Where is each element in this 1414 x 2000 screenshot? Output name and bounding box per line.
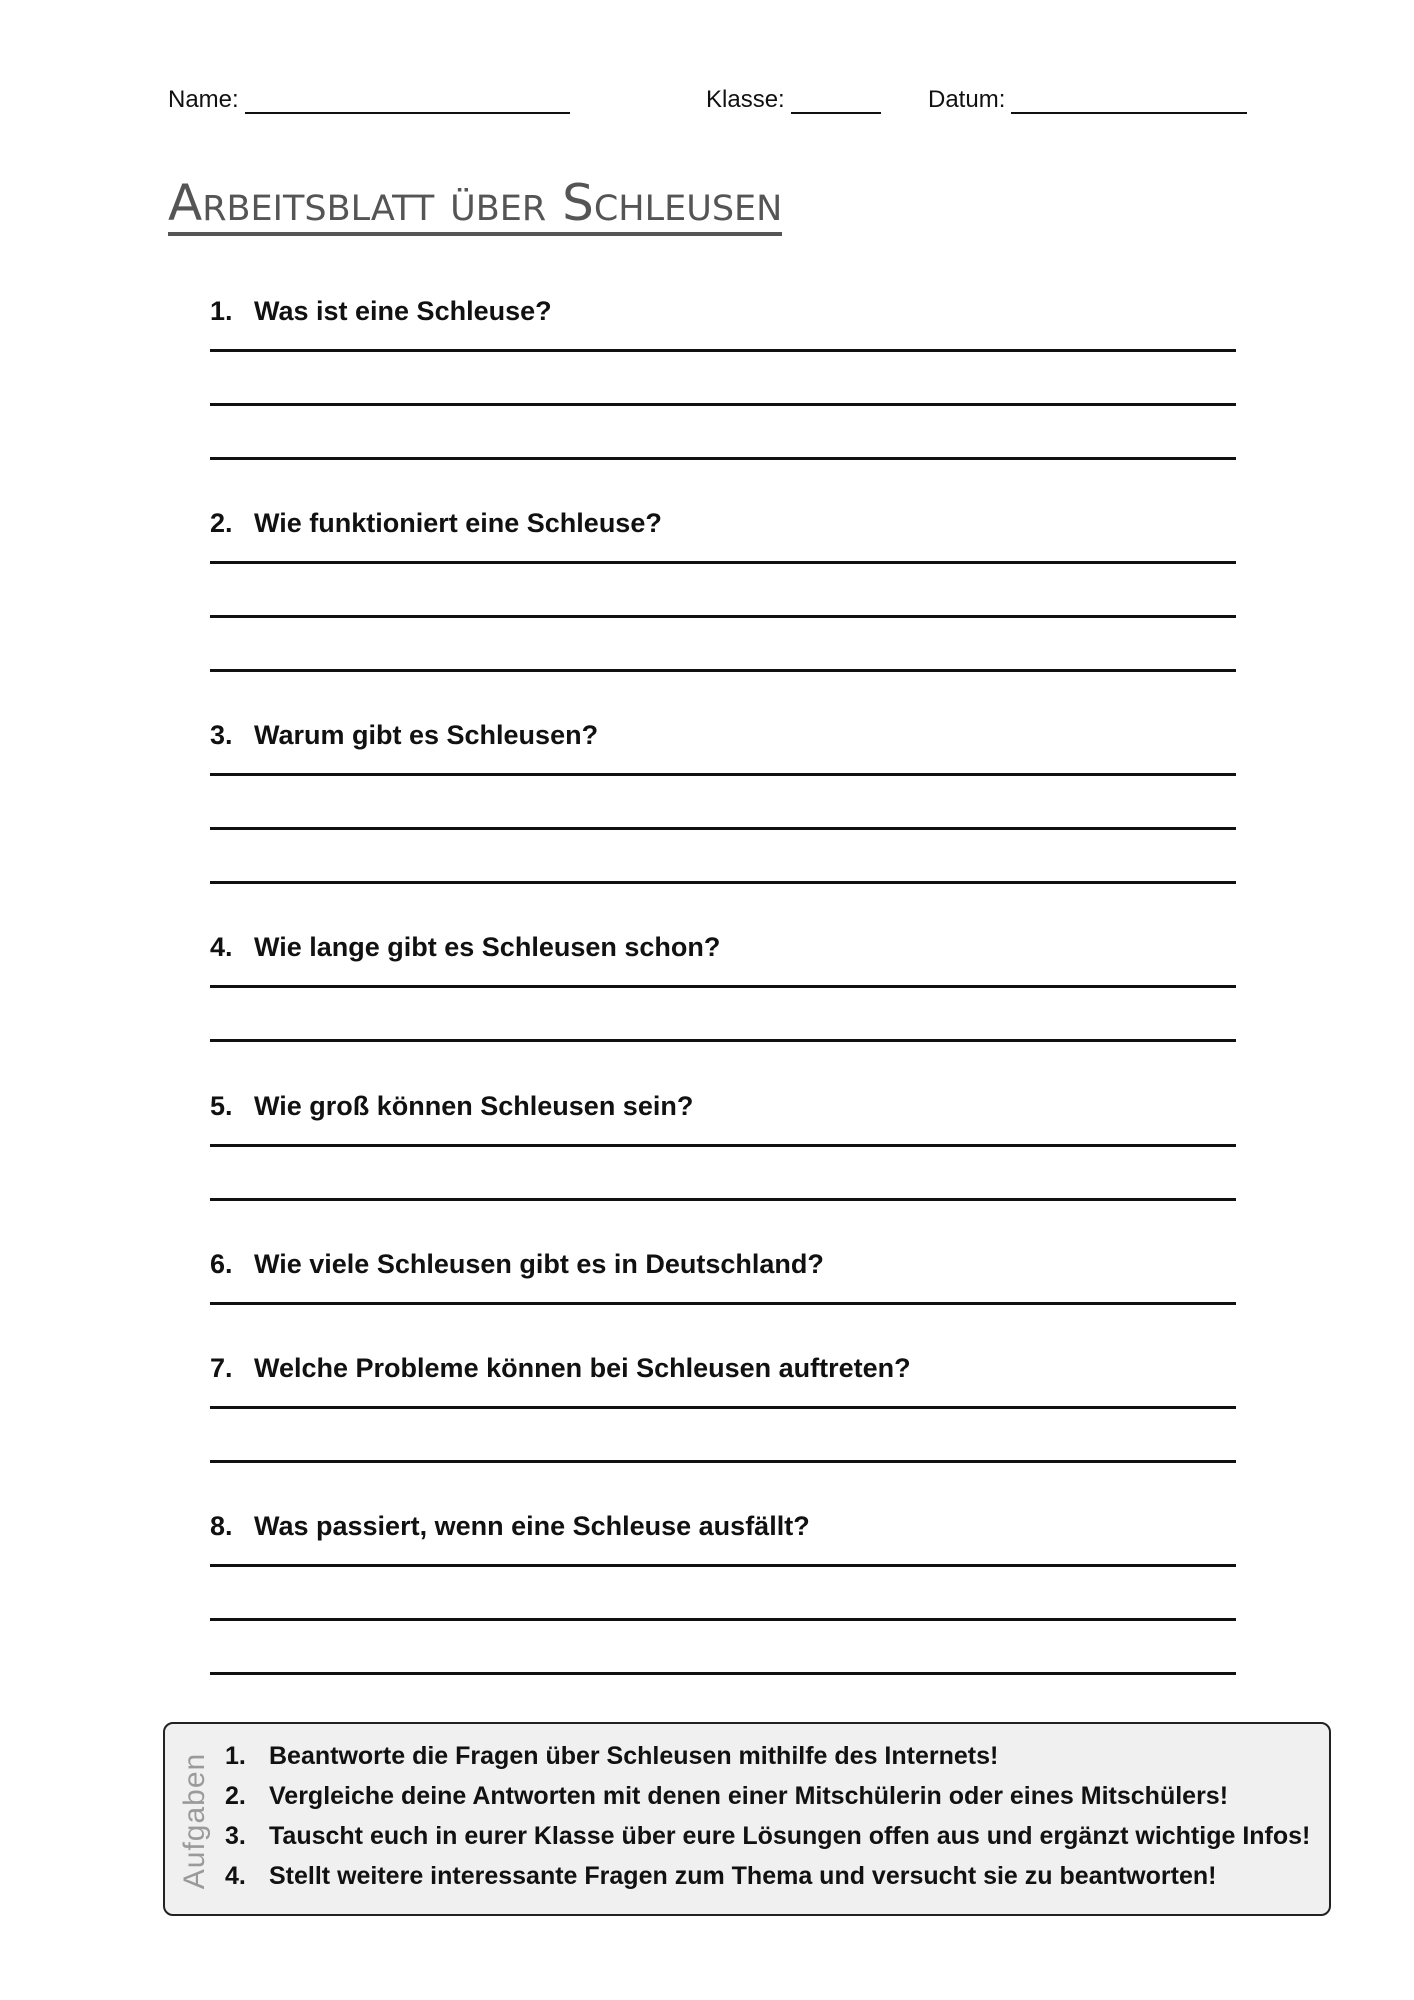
- answer-line[interactable]: [210, 457, 1236, 460]
- question-text: [210, 293, 1236, 329]
- answer-line[interactable]: [210, 615, 1236, 618]
- question-label: Wie groß können Schleusen sein?: [254, 1090, 694, 1121]
- answer-line[interactable]: [210, 1564, 1236, 1567]
- task-number: 2.: [225, 1781, 246, 1810]
- tasks-side-label: Aufgaben: [178, 1752, 212, 1890]
- answer-line[interactable]: [210, 1039, 1236, 1042]
- question-text: [210, 1508, 1236, 1544]
- answer-line[interactable]: [210, 1406, 1236, 1409]
- answer-line[interactable]: [210, 881, 1236, 884]
- question-text: [210, 1350, 1236, 1386]
- question-text: [210, 929, 1236, 965]
- answer-line[interactable]: [210, 827, 1236, 830]
- question-7: [210, 1350, 1236, 1386]
- question-number: 5.: [210, 1090, 233, 1121]
- page-title: Arbeitsblatt über Schleusen: [168, 178, 782, 236]
- name-field: [168, 86, 570, 114]
- question-number: 6.: [210, 1248, 233, 1279]
- answer-line[interactable]: [210, 773, 1236, 776]
- tasks-box: [163, 1722, 1331, 1916]
- question-label: Was ist eine Schleuse?: [254, 295, 552, 326]
- date-blank[interactable]: [1011, 88, 1247, 114]
- question-4: [210, 929, 1236, 965]
- task-number: 4.: [225, 1861, 246, 1890]
- question-text: [210, 505, 1236, 541]
- answer-line[interactable]: [210, 1672, 1236, 1675]
- question-number: 3.: [210, 719, 233, 750]
- answer-line[interactable]: [210, 1144, 1236, 1147]
- question-1: [210, 293, 1236, 329]
- question-label: Wie lange gibt es Schleusen schon?: [254, 931, 721, 962]
- question-8: [210, 1508, 1236, 1544]
- name-label: Name:: [168, 86, 239, 113]
- class-field: [706, 86, 881, 114]
- question-number: 2.: [210, 507, 233, 538]
- task-item: [225, 1816, 1325, 1856]
- answer-line[interactable]: [210, 1198, 1236, 1201]
- task-text: Vergleiche deine Antworten mit denen einer Mitschülerin oder eines Mitschülers!: [269, 1781, 1229, 1810]
- question-label: Welche Probleme können bei Schleusen auftreten?: [254, 1352, 911, 1383]
- question-label: Was passiert, wenn eine Schleuse ausfällt?: [254, 1510, 810, 1541]
- task-number: 1.: [225, 1741, 246, 1770]
- question-label: Wie funktioniert eine Schleuse?: [254, 507, 662, 538]
- question-3: [210, 717, 1236, 753]
- task-item: [225, 1736, 1325, 1776]
- answer-line[interactable]: [210, 561, 1236, 564]
- answer-line[interactable]: [210, 1460, 1236, 1463]
- answer-line[interactable]: [210, 1618, 1236, 1621]
- class-label: Klasse:: [706, 86, 785, 113]
- question-2: [210, 505, 1236, 541]
- task-text: Tauscht euch in eurer Klasse über eure Lösungen offen aus und ergänzt wichtige Infos!: [269, 1821, 1311, 1850]
- task-number: 3.: [225, 1821, 246, 1850]
- question-text: [210, 1246, 1236, 1282]
- question-label: Wie viele Schleusen gibt es in Deutschland?: [254, 1248, 824, 1279]
- question-text: [210, 1088, 1236, 1124]
- task-item: [225, 1776, 1325, 1816]
- answer-line[interactable]: [210, 403, 1236, 406]
- answer-line[interactable]: [210, 1302, 1236, 1305]
- question-number: 7.: [210, 1352, 233, 1383]
- question-number: 4.: [210, 931, 233, 962]
- class-blank[interactable]: [791, 88, 881, 114]
- worksheet-header: [168, 86, 1258, 126]
- task-text: Beantworte die Fragen über Schleusen mithilfe des Internets!: [269, 1741, 999, 1770]
- question-5: [210, 1088, 1236, 1124]
- task-list: [225, 1736, 1325, 1896]
- task-text: Stellt weitere interessante Fragen zum Thema und versucht sie zu beantworten!: [269, 1861, 1217, 1890]
- question-number: 8.: [210, 1510, 233, 1541]
- question-6: [210, 1246, 1236, 1282]
- question-number: 1.: [210, 295, 233, 326]
- tasks-side-label-wrap: [173, 1724, 217, 1918]
- question-text: [210, 717, 1236, 753]
- date-field: [928, 86, 1247, 114]
- question-label: Warum gibt es Schleusen?: [254, 719, 599, 750]
- name-blank[interactable]: [245, 88, 570, 114]
- answer-line[interactable]: [210, 669, 1236, 672]
- answer-line[interactable]: [210, 985, 1236, 988]
- task-item: [225, 1856, 1325, 1896]
- date-label: Datum:: [928, 86, 1006, 113]
- answer-line[interactable]: [210, 349, 1236, 352]
